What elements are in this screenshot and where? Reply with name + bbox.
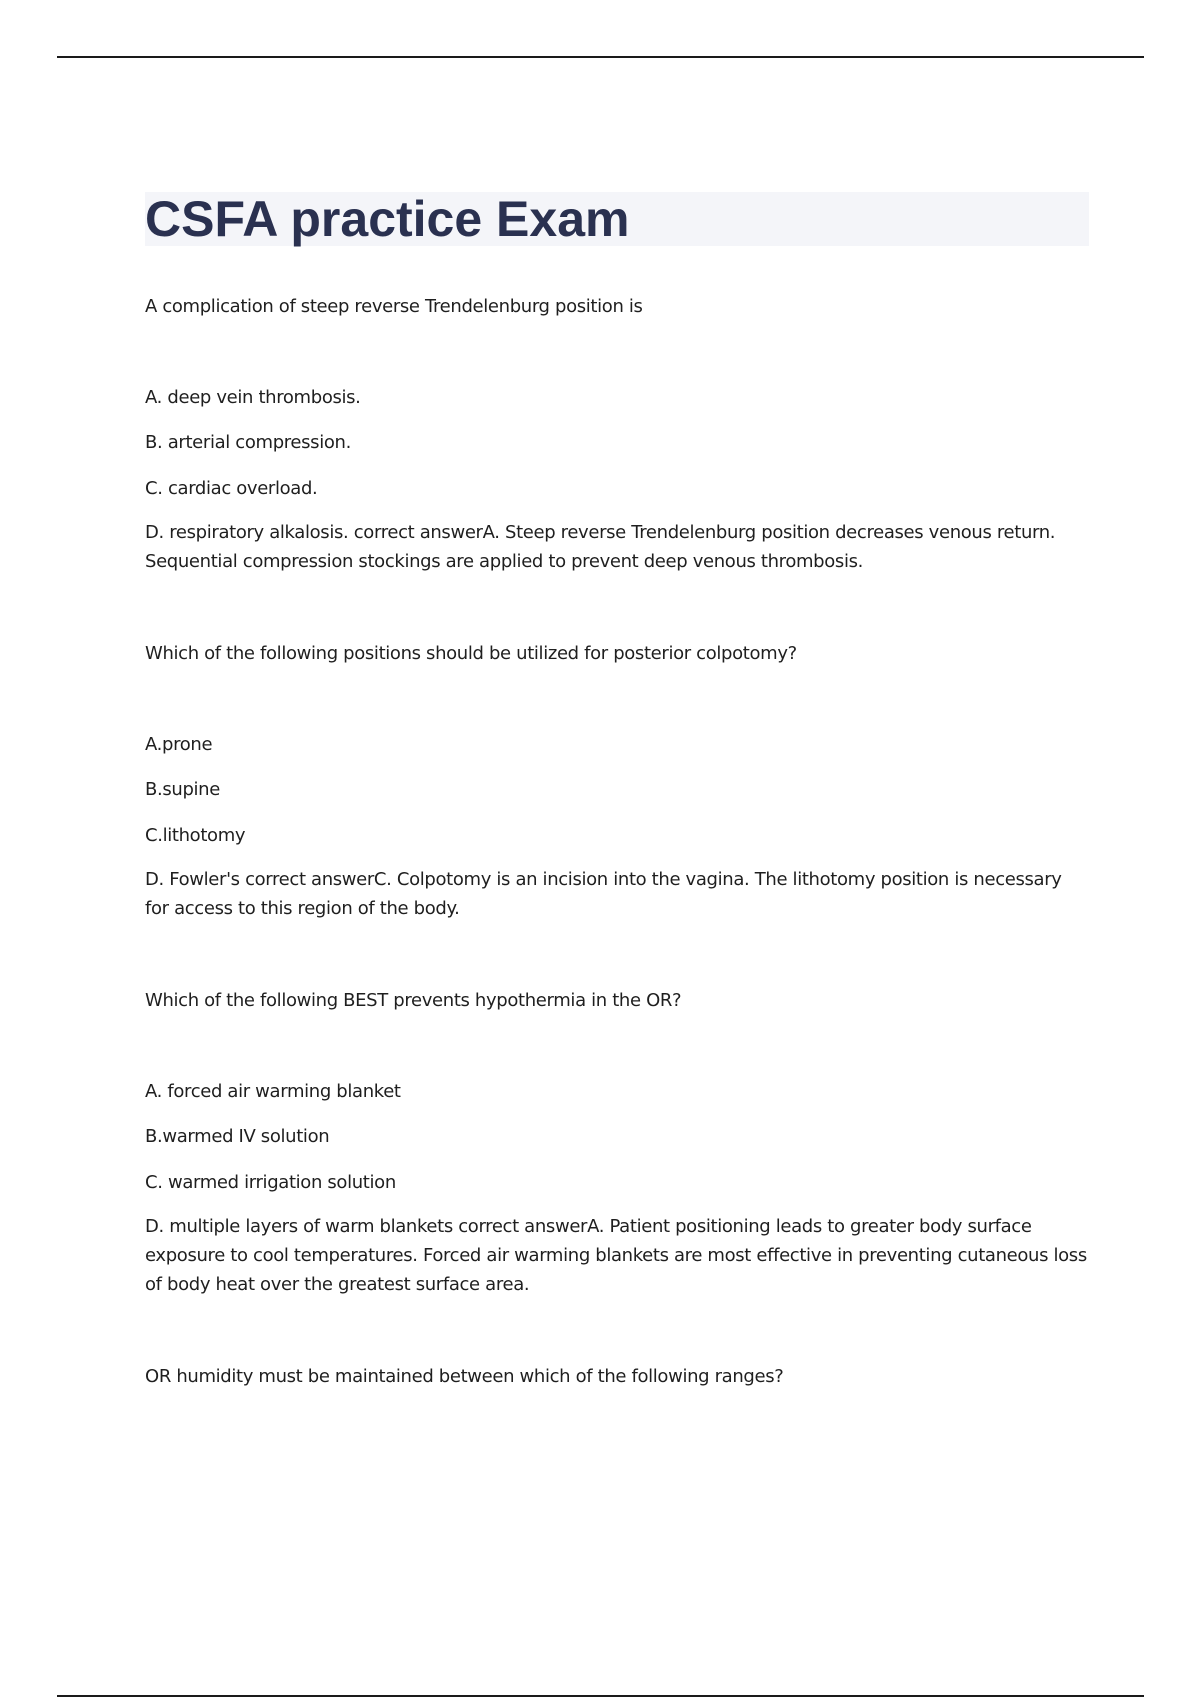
question-1-option-c: C. cardiac overload. <box>145 478 318 499</box>
question-4-prompt: OR humidity must be maintained between which of the following ranges? <box>145 1366 784 1387</box>
question-2-option-b: B.supine <box>145 779 220 800</box>
question-3-option-c: C. warmed irrigation solution <box>145 1172 396 1193</box>
question-2-option-a: A.prone <box>145 734 213 755</box>
question-3-option-b: B.warmed IV solution <box>145 1126 330 1147</box>
question-3-option-a: A. forced air warming blanket <box>145 1081 401 1102</box>
question-2-option-c: C.lithotomy <box>145 825 246 846</box>
question-1-option-d-answer: D. respiratory alkalosis. correct answerA. Steep reverse Trendelenburg position decreases venous return. Sequential compression stockings are applied to prevent deep venous thrombosis. <box>145 522 1056 572</box>
top-rule <box>57 56 1144 58</box>
page-title: CSFA practice Exam <box>145 191 630 247</box>
question-3-prompt: Which of the following BEST prevents hypothermia in the OR? <box>145 990 682 1011</box>
question-1-option-a: A. deep vein thrombosis. <box>145 387 361 408</box>
bottom-rule <box>57 1695 1144 1697</box>
question-2-prompt: Which of the following positions should be utilized for posterior colpotomy? <box>145 643 797 664</box>
question-1-prompt: A complication of steep reverse Trendelenburg position is <box>145 296 643 317</box>
question-1-option-b: B. arterial compression. <box>145 432 351 453</box>
question-2-option-d-answer: D. Fowler's correct answerC. Colpotomy is an incision into the vagina. The lithotomy position is necessary for access to this region of the body. <box>145 869 1062 919</box>
question-3-option-d-answer: D. multiple layers of warm blankets correct answerA. Patient positioning leads to greater body surface exposure to cool temperatures. Forced air warming blankets are most effective in preventing cutaneous loss of body heat over the greatest surface area. <box>145 1216 1087 1295</box>
